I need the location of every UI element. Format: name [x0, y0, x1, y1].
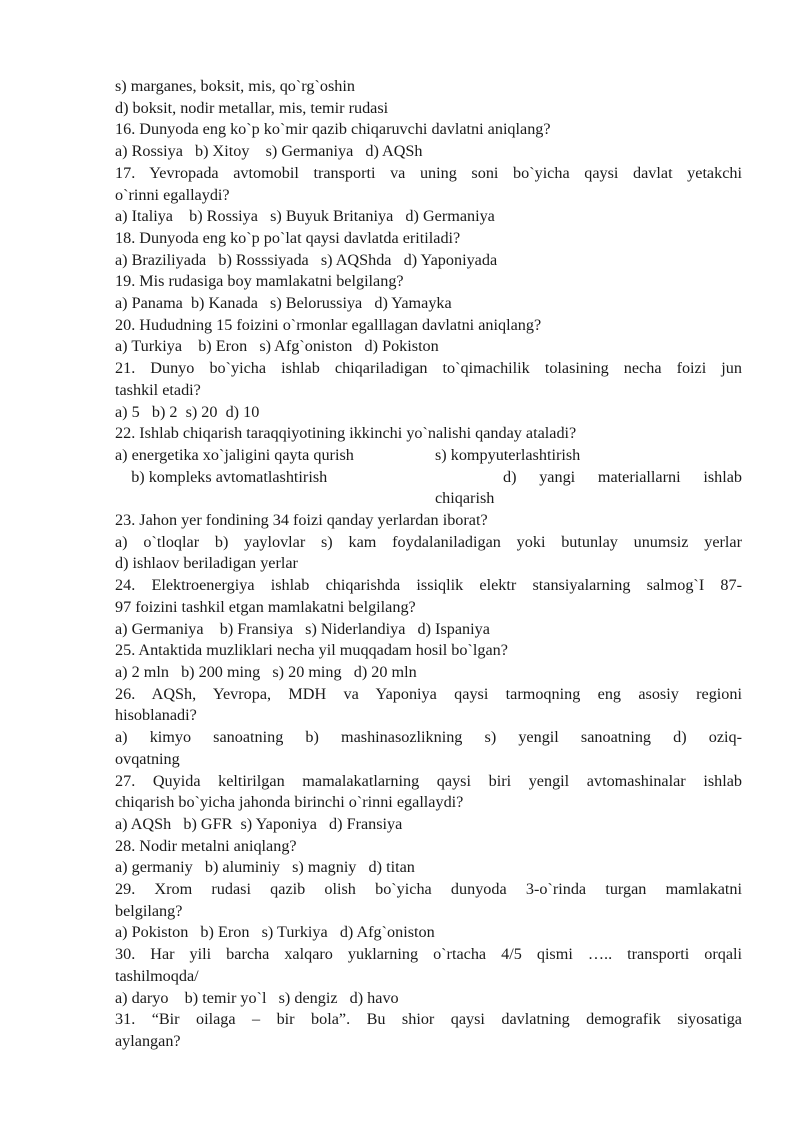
question-28: 28. Nodir metalni aniqlang? — [115, 836, 297, 855]
text-line: s) marganes, boksit, mis, qo`rg`oshin — [115, 77, 355, 95]
options-18: a) Braziliyada b) Rosssiyada s) AQShda d) Yaponiyada — [115, 250, 498, 269]
options-25: a) 2 mln b) 200 ming s) 20 ming d) 20 mln — [115, 662, 417, 681]
question-17: 17. Yevropada avtomobil transporti va uning soni bo`yicha qaysi davlat yetakchi — [115, 163, 742, 182]
question-22: 22. Ishlab chiqarish taraqqiyotining ikkinchi yo`nalishi qanday ataladi? — [115, 424, 577, 443]
options-26: a) kimyo sanoatning b) mashinasozlikning s) yengil sanoatning d) oziq- — [115, 728, 742, 747]
question-16: 16. Dunyoda eng ko`p ko`mir qazib chiqaruvchi davlatni aniqlang? — [115, 120, 551, 139]
question-31-cont: aylangan? — [115, 1031, 181, 1050]
option-22-s: s) kompyuterlashtirish — [435, 445, 581, 464]
document-page — [115, 76, 742, 1053]
question-27-cont: chiqarish bo`yicha jahonda birinchi o`rinni egallaydi? — [115, 793, 464, 812]
options-30: a) daryo b) temir yo`l s) dengiz d) havo — [115, 988, 399, 1007]
question-26-cont: hisoblanadi? — [115, 706, 197, 725]
question-26: 26. AQSh, Yevropa, MDH va Yaponiya qaysi tarmoqning eng asosiy regioni — [115, 684, 742, 703]
question-29: 29. Xrom rudasi qazib olish bo`yicha dunyoda 3-o`rinda turgan mamlakatni — [115, 880, 742, 899]
options-29: a) Pokiston b) Eron s) Turkiya d) Afg`oniston — [115, 923, 435, 942]
option-22-a: a) energetika xo`jaligini qayta qurish — [115, 445, 354, 464]
question-30: 30. Har yili barcha xalqaro yuklarning o`rtacha 4/5 qismi ….. transporti orqali — [115, 945, 742, 964]
question-29-cont: belgilang? — [115, 901, 183, 920]
options-22-row2 — [115, 467, 742, 489]
options-23: a) o`tloqlar b) yaylovlar s) kam foydalaniladigan yoki butunlay unumsiz yerlar — [115, 532, 742, 551]
question-24: 24. Elektroenergiya ishlab chiqarishda issiqlik elektr stansiyalarning salmog`I 87- — [115, 576, 742, 595]
question-24-cont: 97 foizini tashkil etgan mamlakatni belgilang? — [115, 597, 416, 616]
options-23-cont: d) ishlaov beriladigan yerlar — [115, 554, 298, 573]
options-26-cont: ovqatning — [115, 749, 180, 768]
question-17-cont: o`rinni egallaydi? — [115, 185, 230, 204]
text-line: d) boksit, nodir metallar, mis, temir rudasi — [115, 98, 389, 117]
question-20: 20. Hududning 15 foizini o`rmonlar egalllagan davlatni aniqlang? — [115, 315, 542, 334]
options-22-row3 — [115, 488, 742, 510]
question-27: 27. Quyida keltirilgan mamalakatlarning qaysi biri yengil avtomashinalar ishlab — [115, 771, 742, 790]
option-22-d-cont: chiqarish — [435, 489, 495, 508]
options-21: a) 5 b) 2 s) 20 d) 10 — [115, 402, 260, 421]
options-24: a) Germaniya b) Fransiya s) Niderlandiya d) Ispaniya — [115, 619, 490, 638]
question-18: 18. Dunyoda eng ko`p po`lat qaysi davlatda eritiladi? — [115, 228, 461, 247]
options-27: a) AQSh b) GFR s) Yaponiya d) Fransiya — [115, 814, 403, 833]
question-31: 31. “Bir oilaga – bir bola”. Bu shior qaysi davlatning demografik siyosatiga — [115, 1010, 742, 1029]
option-22-b: b) kompleks avtomatlashtirish — [115, 467, 328, 486]
question-25: 25. Antaktida muzliklari necha yil muqqadam hosil bo`lgan? — [115, 641, 508, 660]
question-23: 23. Jahon yer fondining 34 foizi qanday yerlardan iborat? — [115, 511, 488, 530]
question-21-cont: tashkil etadi? — [115, 380, 201, 399]
options-20: a) Turkiya b) Eron s) Afg`oniston d) Pokiston — [115, 337, 439, 356]
question-30-cont: tashilmoqda/ — [115, 966, 199, 985]
options-16: a) Rossiya b) Xitoy s) Germaniya d) AQSh — [115, 142, 423, 161]
question-19: 19. Mis rudasiga boy mamlakatni belgilang? — [115, 272, 404, 291]
question-21: 21. Dunyo bo`yicha ishlab chiqariladigan to`qimachilik tolasining necha foizi jun — [115, 359, 742, 378]
options-19: a) Panama b) Kanada s) Belorussiya d) Yamayka — [115, 294, 452, 313]
options-22-row1 — [115, 445, 742, 467]
options-17: a) Italiya b) Rossiya s) Buyuk Britaniya d) Germaniya — [115, 207, 495, 226]
options-28: a) germaniy b) aluminiy s) magniy d) titan — [115, 858, 415, 877]
option-22-d: d) yangi materiallarni ishlab — [503, 467, 742, 486]
